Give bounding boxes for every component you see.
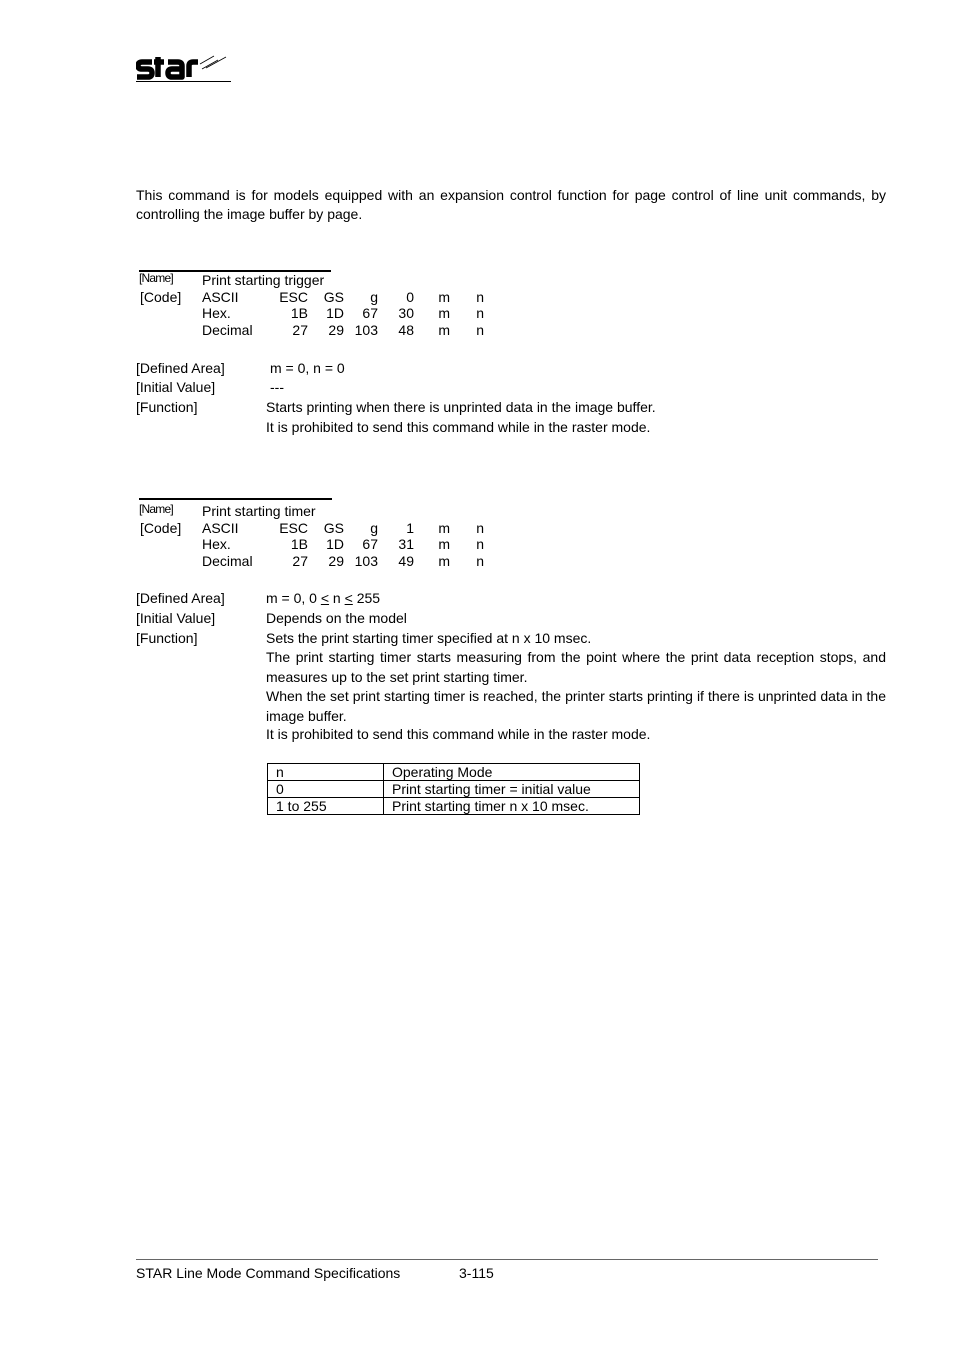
defined-area-value: m = 0, 0 < n < 255: [266, 590, 381, 606]
row-label-hex: Hex.: [202, 536, 231, 552]
initial-value-label: [Initial Value]: [136, 610, 216, 626]
code-cell: 29: [328, 322, 344, 338]
code-cell: m: [438, 322, 450, 338]
code-cell: n: [476, 305, 484, 321]
row-label-ascii: ASCII: [202, 289, 239, 305]
function-text-2: The print starting timer starts measuring from the point where the print data reception stops, and measures up to the set print starting timer.: [266, 649, 886, 685]
table-header-row: [268, 764, 640, 781]
code-cell: 1: [406, 520, 414, 536]
code-cell: ESC: [279, 289, 308, 305]
code-cell: ESC: [279, 520, 308, 536]
initial-value: ---: [270, 379, 284, 395]
table-cell: Print starting timer = initial value: [384, 781, 640, 798]
svg-text:star: star: [136, 52, 138, 53]
code-cell: GS: [323, 289, 344, 305]
name-tag: [Name]: [139, 502, 173, 516]
function-text-1: Sets the print starting timer specified at n x 10 msec.: [266, 630, 592, 646]
code-cell: m: [438, 305, 450, 321]
row-label-hex: Hex.: [202, 305, 231, 321]
function-text-3: When the set print starting timer is reached, the printer starts printing if there is unprinted data in the image buffer.: [266, 688, 886, 724]
code-cell: 103: [354, 322, 378, 338]
table-cell: 1 to 255: [268, 798, 384, 815]
code-cell: 0: [406, 289, 414, 305]
code-label: [Code]: [140, 520, 182, 536]
initial-value-label: [Initial Value]: [136, 379, 216, 395]
name-tag: [Name]: [139, 271, 173, 285]
table-cell: Print starting timer n x 10 msec.: [384, 798, 640, 815]
table-row: [268, 798, 640, 815]
command-name: Print starting timer: [202, 503, 316, 519]
code-cell: m: [438, 289, 450, 305]
code-label: [Code]: [140, 289, 182, 305]
code-cell: n: [476, 520, 484, 536]
star-logo: [136, 52, 232, 84]
code-cell: GS: [323, 520, 344, 536]
code-cell: 27: [292, 322, 308, 338]
code-cell: n: [476, 322, 484, 338]
code-cell: n: [476, 553, 484, 569]
defined-area-label: [Defined Area]: [136, 590, 225, 606]
footer-title: STAR Line Mode Command Specifications: [136, 1265, 401, 1281]
operating-mode-table: [267, 763, 640, 815]
table-cell: n: [268, 764, 384, 781]
defined-area-label: [Defined Area]: [136, 360, 225, 376]
code-cell: 1D: [326, 305, 344, 321]
row-label-ascii: ASCII: [202, 520, 239, 536]
code-cell: 1D: [326, 536, 344, 552]
initial-value: Depends on the model: [266, 610, 407, 626]
intro-paragraph: This command is for models equipped with an expansion control function for page control of line unit commands, by controlling the image buffer by page.: [136, 187, 886, 222]
code-cell: 27: [292, 553, 308, 569]
code-cell: 49: [398, 553, 414, 569]
function-label: [Function]: [136, 630, 198, 646]
footer-rule: [136, 1259, 878, 1260]
code-cell: g: [370, 289, 378, 305]
code-cell: n: [476, 536, 484, 552]
code-cell: 1B: [290, 536, 308, 552]
code-cell: 29: [328, 553, 344, 569]
code-cell: m: [438, 536, 450, 552]
row-label-decimal: Decimal: [202, 322, 253, 338]
code-cell: n: [476, 289, 484, 305]
code-cell: 30: [398, 305, 414, 321]
code-cell: m: [438, 520, 450, 536]
function-text-1: Starts printing when there is unprinted data in the image buffer.: [266, 399, 656, 415]
code-cell: g: [370, 520, 378, 536]
function-text-4: It is prohibited to send this command while in the raster mode.: [266, 726, 651, 742]
logo-underline: [136, 81, 231, 82]
table-cell: 0: [268, 781, 384, 798]
code-cell: 48: [398, 322, 414, 338]
function-label: [Function]: [136, 399, 198, 415]
code-cell: 1B: [290, 305, 308, 321]
table-cell: Operating Mode: [384, 764, 640, 781]
code-cell: 67: [362, 536, 378, 552]
name-rule: [139, 498, 332, 500]
function-text-2: It is prohibited to send this command while in the raster mode.: [266, 419, 651, 435]
table-row: [268, 781, 640, 798]
code-cell: m: [438, 553, 450, 569]
code-cell: 103: [354, 553, 378, 569]
command-name: Print starting trigger: [202, 272, 325, 288]
code-cell: 31: [398, 536, 414, 552]
page-number: 3-115: [459, 1265, 494, 1281]
row-label-decimal: Decimal: [202, 553, 253, 569]
code-cell: 67: [362, 305, 378, 321]
defined-area-value: m = 0, n = 0: [270, 360, 345, 376]
